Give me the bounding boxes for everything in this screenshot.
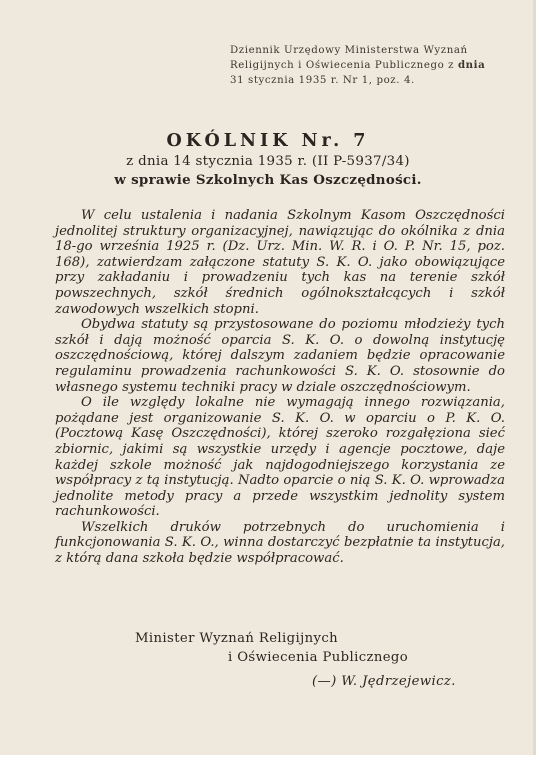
header-line-2-bold: dnia	[457, 59, 486, 71]
body-paragraph-2: Obydwa statuty są przystosowane do poziomu młodzieży tych szkół i dają możność oparcia S. K. O. o dowolną instytucję oszczędnościową, której dalszym zadaniem będzie opracowanie regulaminu prowadzenia rachunkowości S. K. O. stosownie do własnego systemu techniki pracy w dziale oszczędnościowym.	[55, 317, 505, 395]
signature-title-line-1: Minister Wyznań Religijnych	[135, 631, 339, 646]
circular-date-line: z dnia 14 stycznia 1935 r. (II P-5937/34)	[126, 154, 410, 169]
circular-title: OKÓLNIK Nr. 7	[166, 131, 370, 151]
body-paragraph-3: O ile względy lokalne nie wymagają innego rozwiązania, pożądane jest organizowanie S. K. O. w oparciu o P. K. O. (Pocztową Kasę Oszczędności), której szeroko rozgałęziona sieć zbiornic, jakimi są wszystkie urzędy i agencje pocztowe, daje każdej szkole możność jak najdogodniejszego korzystania ze współpracy z tą instytucją. Nadto oparcie o nią S. K. O. wprowadza jednolite metody pracy a przede wszystkim jednolity system rachunkowości.	[55, 395, 505, 520]
signature-name: (—) W. Jędrzejewicz.	[312, 674, 456, 689]
header-line-2	[230, 58, 515, 73]
signature-block	[0, 629, 536, 691]
publication-header	[230, 43, 515, 88]
circular-subject: w sprawie Szkolnych Kas Oszczędności.	[114, 172, 422, 188]
signature-title-line-2: i Oświecenia Publicznego	[228, 650, 409, 665]
header-line-1: Dziennik Urzędowy Ministerstwa Wyznań	[230, 45, 468, 56]
circular-title-block	[0, 130, 536, 190]
body-paragraph-4: Wszelkich druków potrzebnych do uruchomienia i funkcjonowania S. K. O., winna dostarczyć bezpłatnie ta instytucja, z którą dana szkoła będzie współpracować.	[55, 519, 505, 567]
circular-body	[55, 208, 505, 567]
header-line-3: 31 stycznia 1935 r. Nr 1, poz. 4.	[230, 75, 415, 86]
header-line-2-text: Religijnych i Oświecenia Publicznego z	[230, 60, 458, 71]
body-paragraph-1: W celu ustalenia i nadania Szkolnym Kasom Oszczędności jednolitej struktury organizacyjnej, nawiązując do okólnika z dnia 18-go września 1925 r. (Dz. Urz. Min. W. R. i O. P. Nr. 15, poz. 168), zatwierdzam załączone statuty S. K. O. jako obowiązujące przy zakładaniu i prowadzeniu tych kas na terenie szkół powszechnych, szkół średnich ogólnokształcących i szkół zawodowych wszelkich stopni.	[55, 208, 505, 317]
